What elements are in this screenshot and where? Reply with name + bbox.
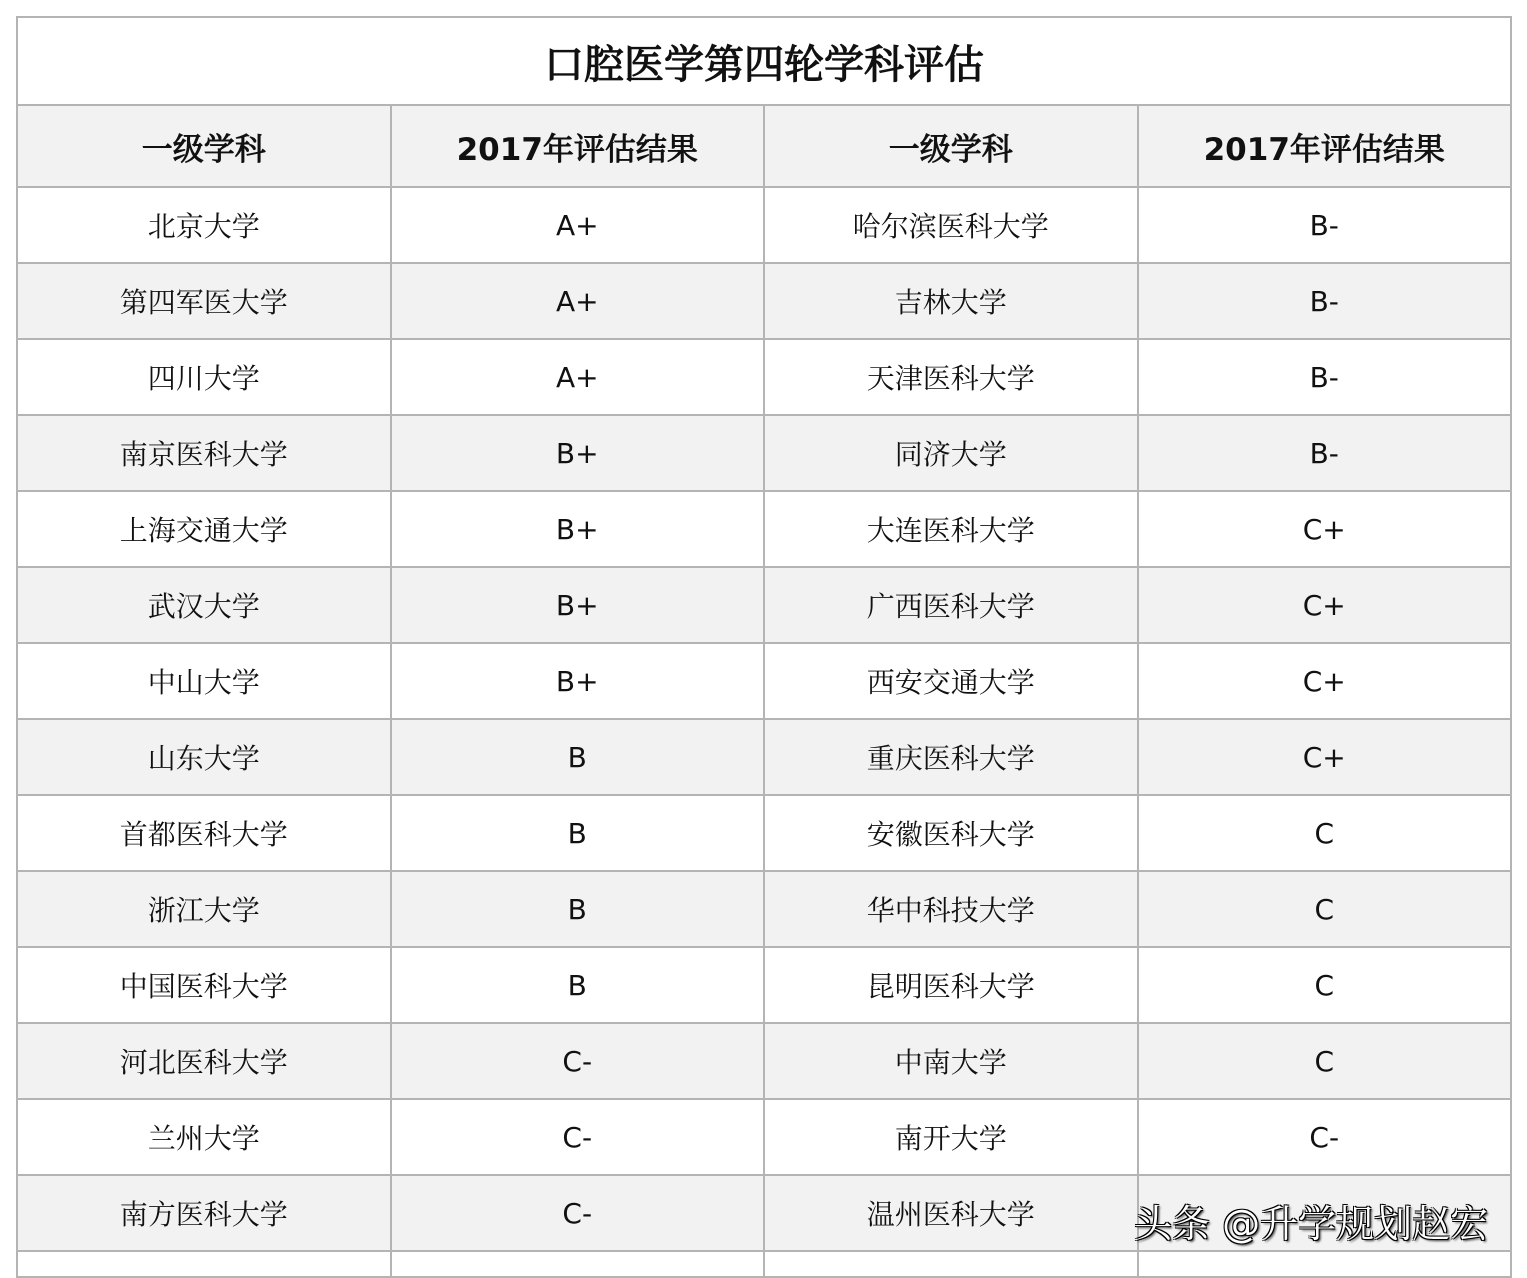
- university-cell: 南方医科大学: [17, 1175, 391, 1251]
- watermark: 头条 @升学规划赵宏: [1134, 1202, 1489, 1246]
- university-cell: 重庆医科大学: [764, 719, 1138, 795]
- result-cell: A+: [391, 187, 765, 263]
- university-cell: 吉林大学: [764, 263, 1138, 339]
- university-cell: 上海交通大学: [17, 491, 391, 567]
- result-cell: C: [1138, 1023, 1512, 1099]
- table-row: [17, 187, 1511, 263]
- result-cell: C-: [391, 1099, 765, 1175]
- university-cell: 南京医科大学: [17, 415, 391, 491]
- result-cell: B: [391, 947, 765, 1023]
- result-cell: B: [391, 795, 765, 871]
- university-cell: 温州医科大学: [764, 1175, 1138, 1251]
- result-cell: B-: [1138, 187, 1512, 263]
- result-cell: B: [391, 871, 765, 947]
- result-cell: B+: [391, 643, 765, 719]
- result-cell: C-: [391, 1023, 765, 1099]
- university-cell: 浙江大学: [17, 871, 391, 947]
- result-cell: C: [1138, 871, 1512, 947]
- university-cell: 第四军医大学: [17, 263, 391, 339]
- result-cell: C+: [1138, 491, 1512, 567]
- university-cell: 中山大学: [17, 643, 391, 719]
- result-cell: B-: [1138, 415, 1512, 491]
- table-row: [17, 339, 1511, 415]
- evaluation-table: [16, 16, 1512, 1278]
- university-cell: 天津医科大学: [764, 339, 1138, 415]
- university-cell: 首都医科大学: [17, 795, 391, 871]
- result-cell: B-: [1138, 263, 1512, 339]
- university-cell: 哈尔滨医科大学: [764, 187, 1138, 263]
- university-cell: 中南大学: [764, 1023, 1138, 1099]
- header-result: 2017年评估结果: [391, 105, 765, 187]
- university-cell: 山东大学: [17, 719, 391, 795]
- header-subject: 一级学科: [764, 105, 1138, 187]
- result-cell: C+: [1138, 719, 1512, 795]
- table-row-partial: [17, 1251, 1511, 1277]
- result-cell: C: [1138, 947, 1512, 1023]
- table-row: [17, 1023, 1511, 1099]
- table-row: [17, 1175, 1511, 1251]
- result-cell: B+: [391, 567, 765, 643]
- table-row: [17, 871, 1511, 947]
- result-cell: B: [391, 719, 765, 795]
- university-cell: 大连医科大学: [764, 491, 1138, 567]
- result-cell: [1138, 1175, 1512, 1251]
- result-cell: A+: [391, 339, 765, 415]
- university-cell: 同济大学: [764, 415, 1138, 491]
- university-cell: 华中科技大学: [764, 871, 1138, 947]
- table-row: [17, 795, 1511, 871]
- result-cell: C+: [1138, 567, 1512, 643]
- table-row: [17, 947, 1511, 1023]
- table-row: [17, 1099, 1511, 1175]
- table-row: [17, 719, 1511, 795]
- university-cell: 昆明医科大学: [764, 947, 1138, 1023]
- result-cell: C-: [391, 1175, 765, 1251]
- result-cell: B-: [1138, 339, 1512, 415]
- table-row: [17, 263, 1511, 339]
- result-cell: B+: [391, 415, 765, 491]
- result-cell: C+: [1138, 643, 1512, 719]
- table-row: [17, 415, 1511, 491]
- table-row: [17, 643, 1511, 719]
- table-title: 口腔医学第四轮学科评估: [17, 17, 1511, 105]
- university-cell: 兰州大学: [17, 1099, 391, 1175]
- university-cell: 河北医科大学: [17, 1023, 391, 1099]
- header-row: [17, 105, 1511, 187]
- header-subject: 一级学科: [17, 105, 391, 187]
- table-row: [17, 567, 1511, 643]
- university-cell: 南开大学: [764, 1099, 1138, 1175]
- result-cell: B+: [391, 491, 765, 567]
- university-cell: 北京大学: [17, 187, 391, 263]
- university-cell: 武汉大学: [17, 567, 391, 643]
- university-cell: 广西医科大学: [764, 567, 1138, 643]
- header-result: 2017年评估结果: [1138, 105, 1512, 187]
- table-row: [17, 491, 1511, 567]
- university-cell: 中国医科大学: [17, 947, 391, 1023]
- result-cell: A+: [391, 263, 765, 339]
- university-cell: 安徽医科大学: [764, 795, 1138, 871]
- university-cell: 四川大学: [17, 339, 391, 415]
- result-cell: C: [1138, 795, 1512, 871]
- result-cell: C-: [1138, 1099, 1512, 1175]
- university-cell: 西安交通大学: [764, 643, 1138, 719]
